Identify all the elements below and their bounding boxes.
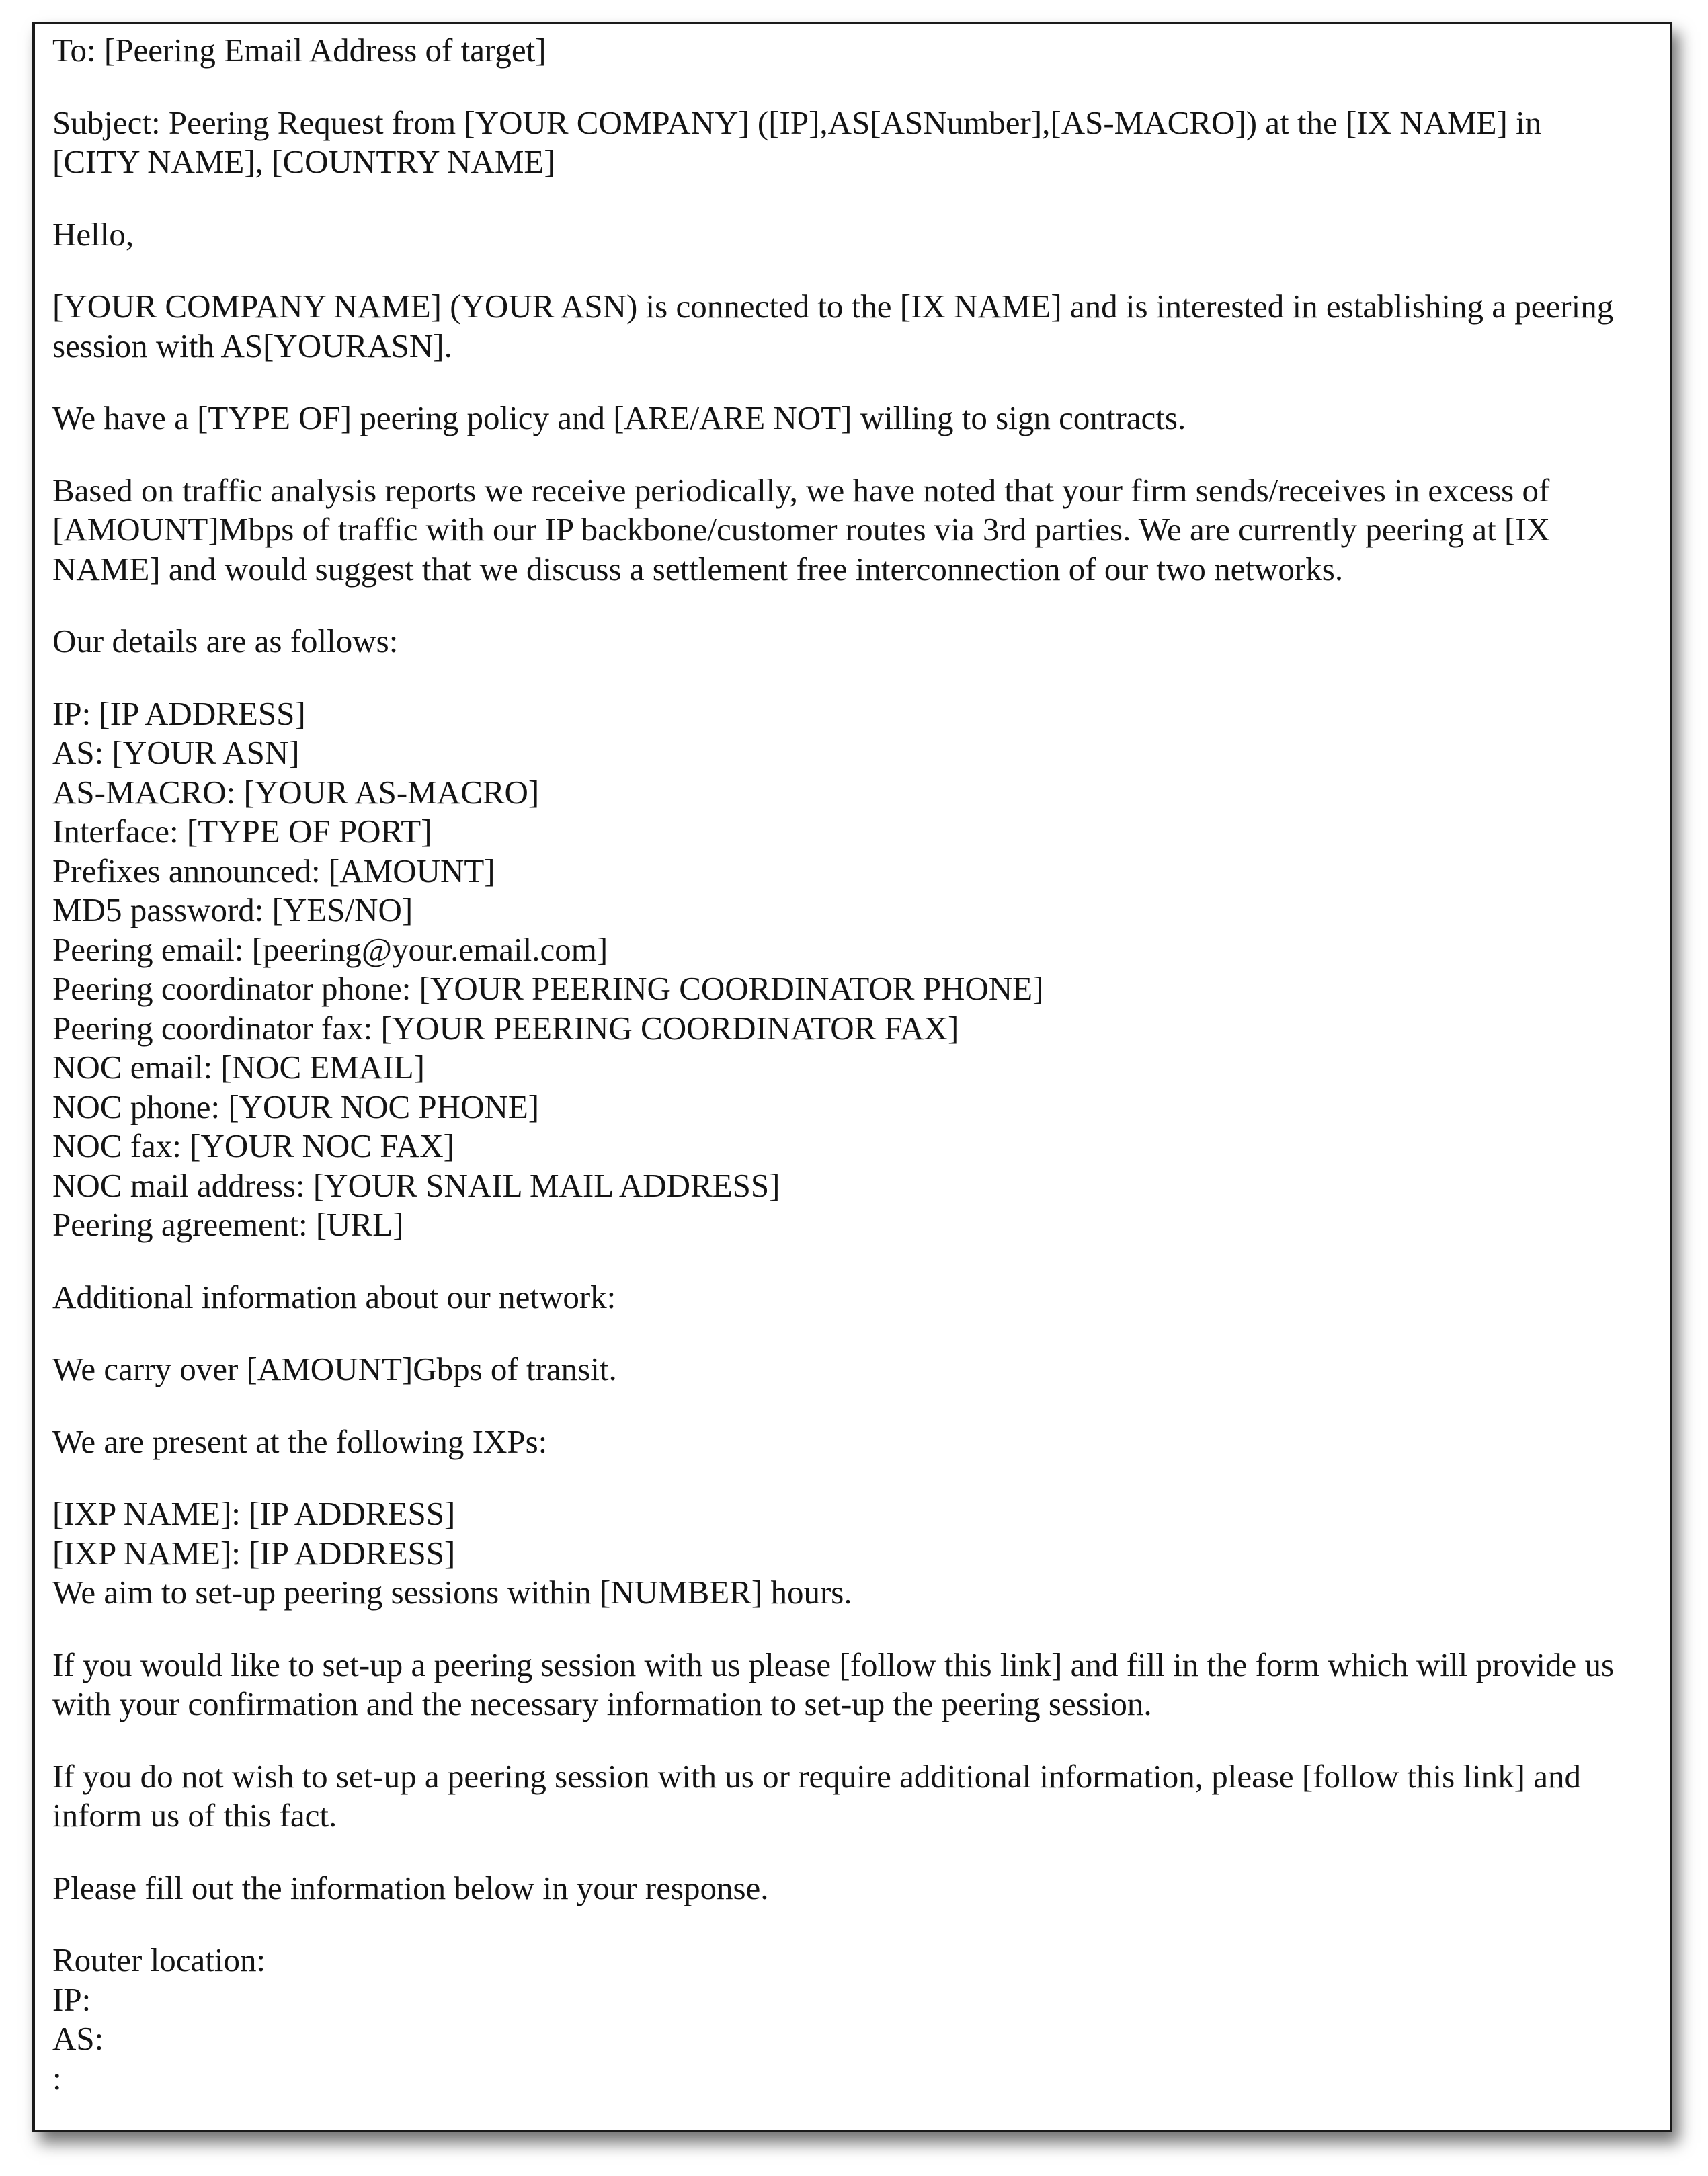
response-ip: IP:	[52, 1980, 91, 2018]
detail-coordinator-phone: Peering coordinator phone: [YOUR PEERING COORDINATOR PHONE]	[52, 970, 1044, 1007]
details-list	[52, 694, 1635, 1245]
transit-paragraph: We carry over [AMOUNT]Gbps of transit.	[52, 1351, 617, 1387]
detail-coordinator-fax: Peering coordinator fax: [YOUR PEERING COORDINATOR FAX]	[52, 1009, 959, 1047]
ixp-entry: [IXP NAME]: [IP ADDRESS]	[52, 1534, 456, 1572]
response-fields	[52, 1941, 1635, 2098]
detail-as-macro: AS-MACRO: [YOUR AS-MACRO]	[52, 773, 540, 811]
ixp-entry: [IXP NAME]: [IP ADDRESS]	[52, 1495, 456, 1532]
detail-as: AS: [YOUR ASN]	[52, 734, 300, 771]
detail-md5: MD5 password: [YES/NO]	[52, 891, 413, 928]
fill-out-instruction: Please fill out the information below in your response.	[52, 1869, 769, 1906]
policy-paragraph: We have a [TYPE OF] peering policy and [ARE/ARE NOT] willing to sign contracts.	[52, 399, 1186, 436]
setup-link-paragraph: If you would like to set-up a peering session with us please [follow this link] and fill in the form which will provide us with your confirmation and the necessary information to set-up the peering session.	[52, 1646, 1615, 1722]
detail-noc-phone: NOC phone: [YOUR NOC PHONE]	[52, 1088, 540, 1125]
setup-timeframe: We aim to set-up peering sessions within [NUMBER] hours.	[52, 1574, 852, 1611]
to-line: To: [Peering Email Address of target]	[52, 32, 546, 69]
detail-prefixes: Prefixes announced: [AMOUNT]	[52, 852, 495, 889]
detail-noc-email: NOC email: [NOC EMAIL]	[52, 1049, 425, 1086]
decline-link-paragraph: If you do not wish to set-up a peering session with us or require additional information, please [follow this link] and inform us of this fact.	[52, 1757, 1581, 1834]
ixps-heading: We are present at the following IXPs:	[52, 1422, 548, 1460]
additional-info-heading: Additional information about our network:	[52, 1278, 616, 1316]
traffic-analysis-paragraph: Based on traffic analysis reports we receive periodically, we have noted that your firm sends/receives in excess of [AMOUNT]Mbps of traffic with our IP backbone/customer routes via 3rd parties. We are currently peering at [IX NAME] and would suggest that we discuss a settlement free interconnection of our two networks.	[52, 471, 1551, 588]
detail-interface: Interface: [TYPE OF PORT]	[52, 813, 432, 850]
intro-paragraph: [YOUR COMPANY NAME] (YOUR ASN) is connected to the [IX NAME] and is interested in establishing a peering session with AS[YOURASN].	[52, 288, 1614, 364]
greeting: Hello,	[52, 215, 134, 253]
details-heading: Our details are as follows:	[52, 622, 399, 659]
detail-peering-email: Peering email: [peering@your.email.com]	[52, 930, 608, 968]
email-template-document	[32, 22, 1672, 2132]
detail-noc-mail-address: NOC mail address: [YOUR SNAIL MAIL ADDRESS]	[52, 1166, 780, 1204]
response-router-location: Router location:	[52, 1941, 266, 1978]
detail-noc-fax: NOC fax: [YOUR NOC FAX]	[52, 1127, 454, 1164]
detail-ip: IP: [IP ADDRESS]	[52, 694, 306, 732]
response-blank: :	[52, 2059, 62, 2097]
ixp-list	[52, 1494, 1635, 1613]
subject-line: Subject: Peering Request from [YOUR COMPANY] ([IP],AS[ASNumber],[AS-MACRO]) at the [IX NAME] in [CITY NAME], [COUNTRY NAME]	[52, 104, 1542, 180]
response-as: AS:	[52, 2020, 104, 2057]
detail-peering-agreement: Peering agreement: [URL]	[52, 1206, 404, 1243]
